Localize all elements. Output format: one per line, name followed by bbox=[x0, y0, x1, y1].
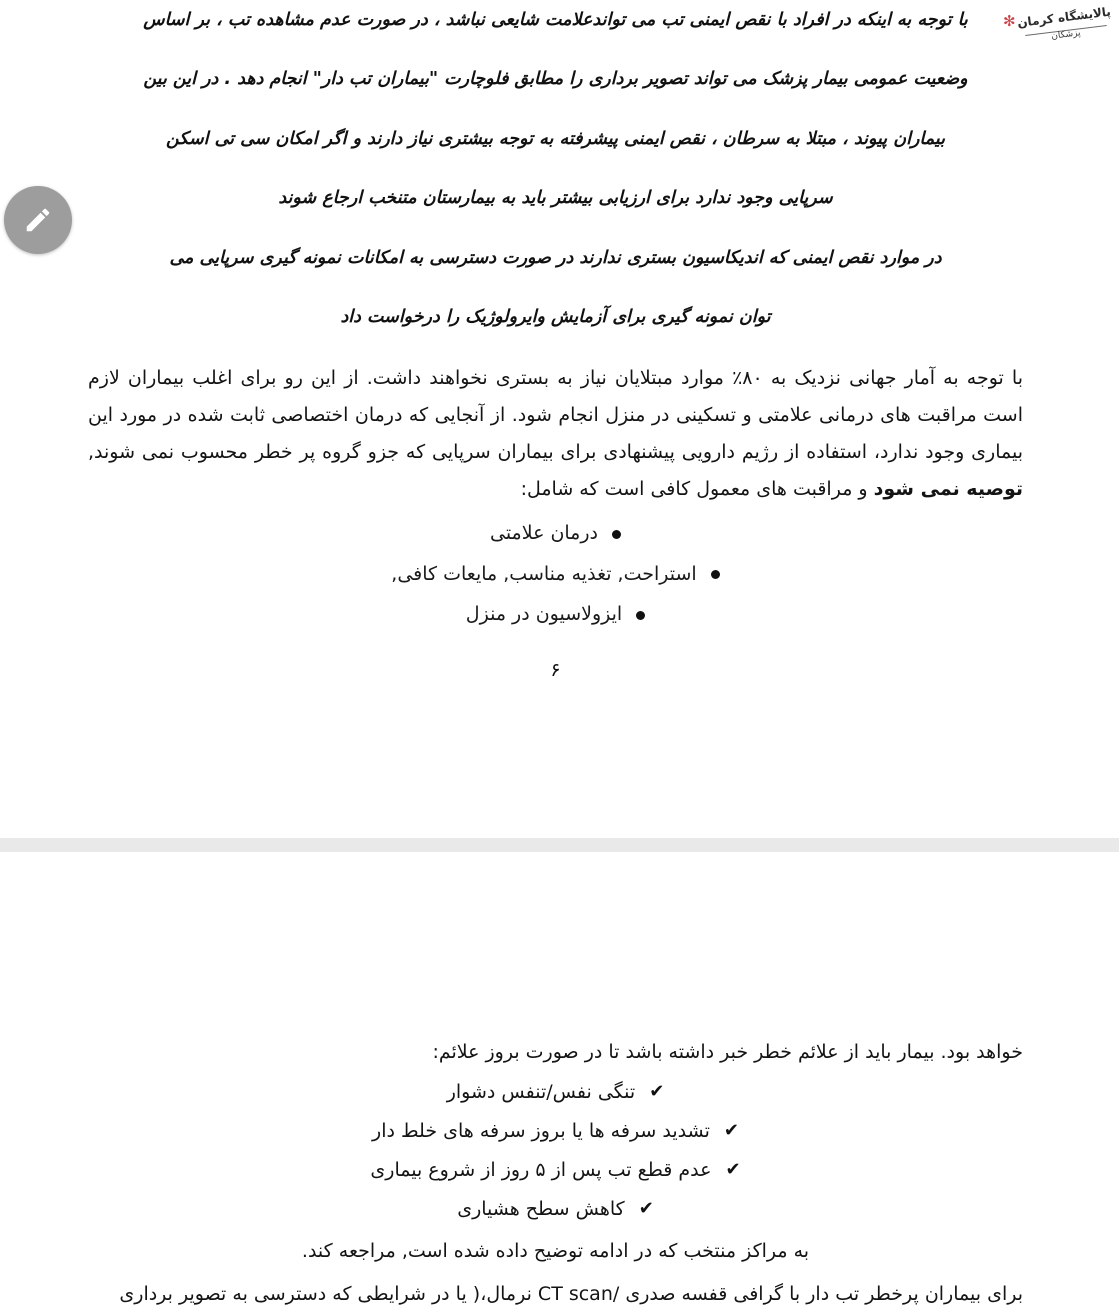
bullet-dot-icon bbox=[711, 570, 720, 579]
document-page-2 bbox=[0, 852, 1119, 1305]
warning-signs-list bbox=[88, 1073, 1023, 1229]
list-item-label: تنگی نفس/تنفس دشوار bbox=[446, 1081, 636, 1104]
intro-block bbox=[88, 8, 1023, 330]
page-2-top-spacer bbox=[0, 852, 1119, 1030]
main-paragraph bbox=[88, 360, 1023, 508]
watermark-logo bbox=[1003, 6, 1111, 52]
list-item-label: کاهش سطح هشیاری bbox=[457, 1197, 625, 1220]
intro-line-4: سرپایی وجود ندارد برای ارزیابی بیشتر باید به بیمارستان متنخب ارجاع شوند bbox=[278, 188, 833, 209]
check-icon: ✔ bbox=[638, 1198, 654, 1219]
referral-note: به مراکز منتخب که در ادامه توضیح داده شده است, مراجعه کند. bbox=[301, 1239, 810, 1262]
list-item bbox=[88, 555, 1023, 595]
intro-line-2: وضعیت عمومی بیمار پزشک می تواند تصویر برداری را مطابق فلوچارت "بیماران تب دار" انجام دهد . در این بین bbox=[143, 69, 968, 90]
list-item bbox=[88, 514, 1023, 554]
watermark-title: پالایشگاه کرمان bbox=[1016, 4, 1112, 30]
intro-line-1: با توجه به اینکه در افراد با نقص ایمنی تب می تواندعلامت شایعی نباشد ، در صورت عدم مشاهده تب ، بر اساس bbox=[143, 10, 968, 30]
intro-line-6: توان نمونه گیری برای آزمایش وایرولوژیک را درخواست داد bbox=[340, 306, 771, 327]
list-item bbox=[88, 1112, 1023, 1151]
high-risk-note: برای بیماران پرخطر تب دار با گرافی قفسه صدری /CT scan نرمال،( یا در شرایطی که دسترسی به تصویر برداری bbox=[119, 1282, 1023, 1305]
list-item-label: عدم قطع تب پس از ۵ روز از شروع بیماری bbox=[370, 1159, 712, 1182]
edit-pencil-icon bbox=[23, 205, 53, 235]
list-item bbox=[88, 1190, 1023, 1229]
check-icon: ✔ bbox=[723, 1120, 739, 1142]
intro-line-3: بیماران پیوند ، مبتلا به سرطان ، نقص ایمنی پیشرفته به توجه بیشتری نیاز دارند و اگر امکان سی تی اسکن bbox=[165, 128, 945, 149]
main-paragraph-emphasis: توصیه نمی شود bbox=[873, 478, 1023, 501]
flower-icon: ✻ bbox=[1003, 12, 1016, 30]
list-item-label: ایزولاسیون در منزل bbox=[465, 603, 623, 626]
list-item-label: استراحت, تغذیه مناسب, مایعات کافی, bbox=[391, 562, 697, 585]
main-paragraph-tail: و مراقبت های معمول کافی است که شامل: bbox=[520, 478, 874, 501]
care-bullet-list bbox=[88, 514, 1023, 635]
check-icon: ✔ bbox=[725, 1159, 741, 1181]
list-item bbox=[88, 1151, 1023, 1190]
intro-line-5: در موارد نقص ایمنی که اندیکاسیون بستری ندارند در صورت دسترسی به امکانات نمونه گیری سرپایی می bbox=[169, 247, 942, 268]
edit-floating-button[interactable] bbox=[4, 186, 72, 254]
page-separator bbox=[0, 838, 1119, 852]
bullet-dot-icon bbox=[636, 611, 645, 620]
list-item bbox=[88, 595, 1023, 635]
main-paragraph-text: با توجه به آمار جهانی نزدیک به ۸۰٪ موارد مبتلایان نیاز به بستری نخواهند داشت. از این رو برای اغلب بیماران لازم است مراقبت های درمانی علامتی و تسکینی در منزل انجام شود. از آنجایی که درمان اختصاصی ثابت شده در مورد این بیماری وجود ندارد، استفاده از رژیم دارویی پیشنهادی برای بیماران سرپایی که جزو گروه پر خطر محسوب نمی شوند, bbox=[88, 367, 1023, 464]
page-number: ۶ bbox=[550, 659, 561, 682]
page-1-content bbox=[0, 8, 1119, 681]
check-icon: ✔ bbox=[649, 1081, 665, 1103]
list-item-label: درمان علامتی bbox=[489, 522, 599, 545]
page-2-content bbox=[0, 1034, 1119, 1313]
list-item-label: تشدید سرفه ها یا بروز سرفه های خلط دار bbox=[372, 1120, 710, 1143]
list-item bbox=[88, 1073, 1023, 1112]
bullet-dot-icon bbox=[612, 530, 621, 539]
watermark-subtitle: پزشکان bbox=[1050, 28, 1082, 42]
warning-signs-lead: خواهد بود. بیمار باید از علائم خطر خبر داشته باشد تا در صورت بروز علائم: bbox=[432, 1041, 1023, 1063]
